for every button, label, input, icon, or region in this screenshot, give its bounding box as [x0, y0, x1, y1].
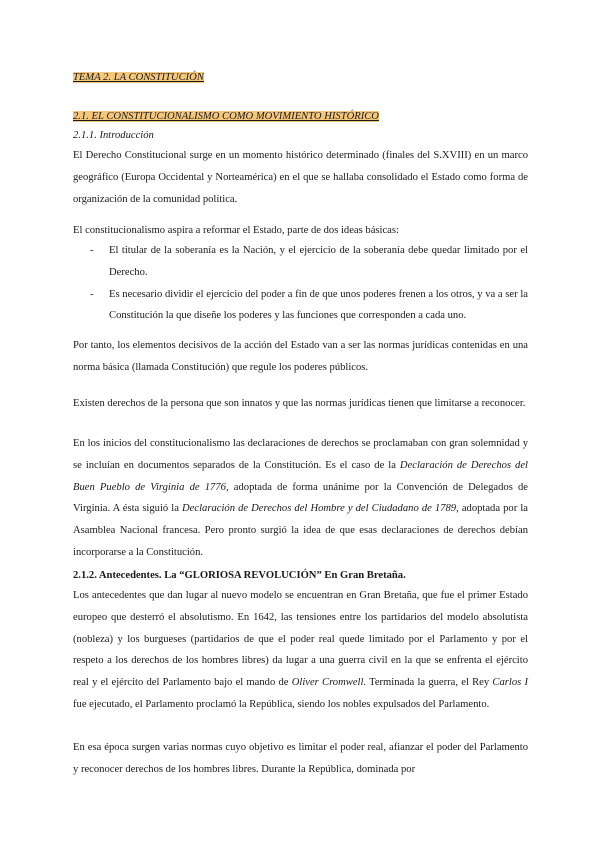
paragraph-ideas-basicas: El constitucionalismo aspira a reformar el Estado, parte de dos ideas básicas: [73, 225, 399, 236]
paragraph-intro: El Derecho Constitucional surge en un momento histórico determinado (finales del S.XVIII) en un marco geográfico (Europa Occidental y Norteamérica) en el que se hallaba consolidado el Estado como forma de organización de la comunidad política. [73, 150, 528, 205]
text-run: En los inicios del constitucionalismo las declaraciones de derechos se proclamaban con gran solemnidad y se incluían en documentos separados de la Constitución. Es el caso de la [73, 438, 528, 471]
list-item-text: El titular de la soberanía es la Nación, y el ejercicio de la soberanía debe quedar limitado por el Derecho. [109, 245, 528, 278]
paragraph-declaraciones [73, 433, 528, 564]
paragraph-normas: Por tanto, los elementos decisivos de la acción del Estado van a ser las normas jurídicas contenidas en una norma básica (llamada Constitución) que regule los poderes públicos. [73, 340, 528, 373]
list-item [73, 284, 528, 328]
paragraph-epoca: En esa época surgen varias normas cuyo objetivo es limitar el poder real, afianzar el poder del Parlamento y reconocer derechos de los hombres libres. Durante la República, dominada por [73, 742, 528, 775]
dash-bullet: - [90, 288, 94, 300]
dash-bullet: - [90, 245, 94, 256]
citation-virginia: Declaración de Derechos del Buen Pueblo de Virginia de 1776 [73, 459, 528, 493]
section-heading-highlight: 2.1. EL CONSTITUCIONALISMO COMO MOVIMIENTO HISTÓRICO [73, 111, 379, 122]
paragraph-antecedentes [73, 585, 528, 716]
subheading-introduccion: 2.1.1. Introducción [73, 130, 154, 141]
text-run: fue ejecutado, el Parlamento proclamó la República, siendo los nobles expulsados del Parlamento. [73, 698, 490, 710]
title-highlight: TEMA 2. LA CONSTITUCIÓN [73, 72, 204, 83]
list-item [73, 240, 528, 284]
document-title [73, 67, 204, 89]
text-run: . Terminada la guerra, el Rey [363, 677, 493, 689]
ideas-list [73, 240, 528, 327]
text-run: , adoptada por la Asamblea Nacional francesa. Pero pronto surgió la idea de que esas declaraciones de derechos debían incorporarse a la Constitución. [73, 503, 528, 558]
name-carlos-i: Carlos I [492, 677, 529, 689]
paragraph-derechos-innatos: Existen derechos de la persona que son innatos y que las normas jurídicas tienen que limitarse a reconocer. [73, 398, 526, 409]
section-heading-antecedentes: 2.1.2. Antecedentes. La “GLORIOSA REVOLUCIÓN” En Gran Bretaña. [73, 570, 406, 581]
text-run: , adoptada de forma unánime por la Convención de Delegados de Virginia. A ésta siguió la [73, 481, 528, 515]
citation-declaracion-1789: Declaración de Derechos del Hombre y del Ciudadano de 1789 [182, 503, 457, 515]
list-item-text: Es necesario dividir el ejercicio del poder a fin de que unos poderes frenen a los otros, y va a ser la Constitución la que diseñe los poderes y las funciones que corresponden a cada uno. [109, 288, 528, 322]
text-run: Los antecedentes que dan lugar al nuevo modelo se encuentran en Gran Bretaña, que fue el primer Estado europeo que desterró el absolutismo. En 1642, las tensiones entre los partidarios del modelo absolutista (nobleza) y los burgueses (partidarios de que el poder real quede limitado por el Parlamento y por el respeto a los derechos de los hombres libres) da lugar a una guerra civil en la que se enfrenta el ejército real y el ejército del Parlamento bajo el mando de [73, 590, 528, 689]
name-cromwell: Oliver Cromwell [291, 677, 364, 689]
